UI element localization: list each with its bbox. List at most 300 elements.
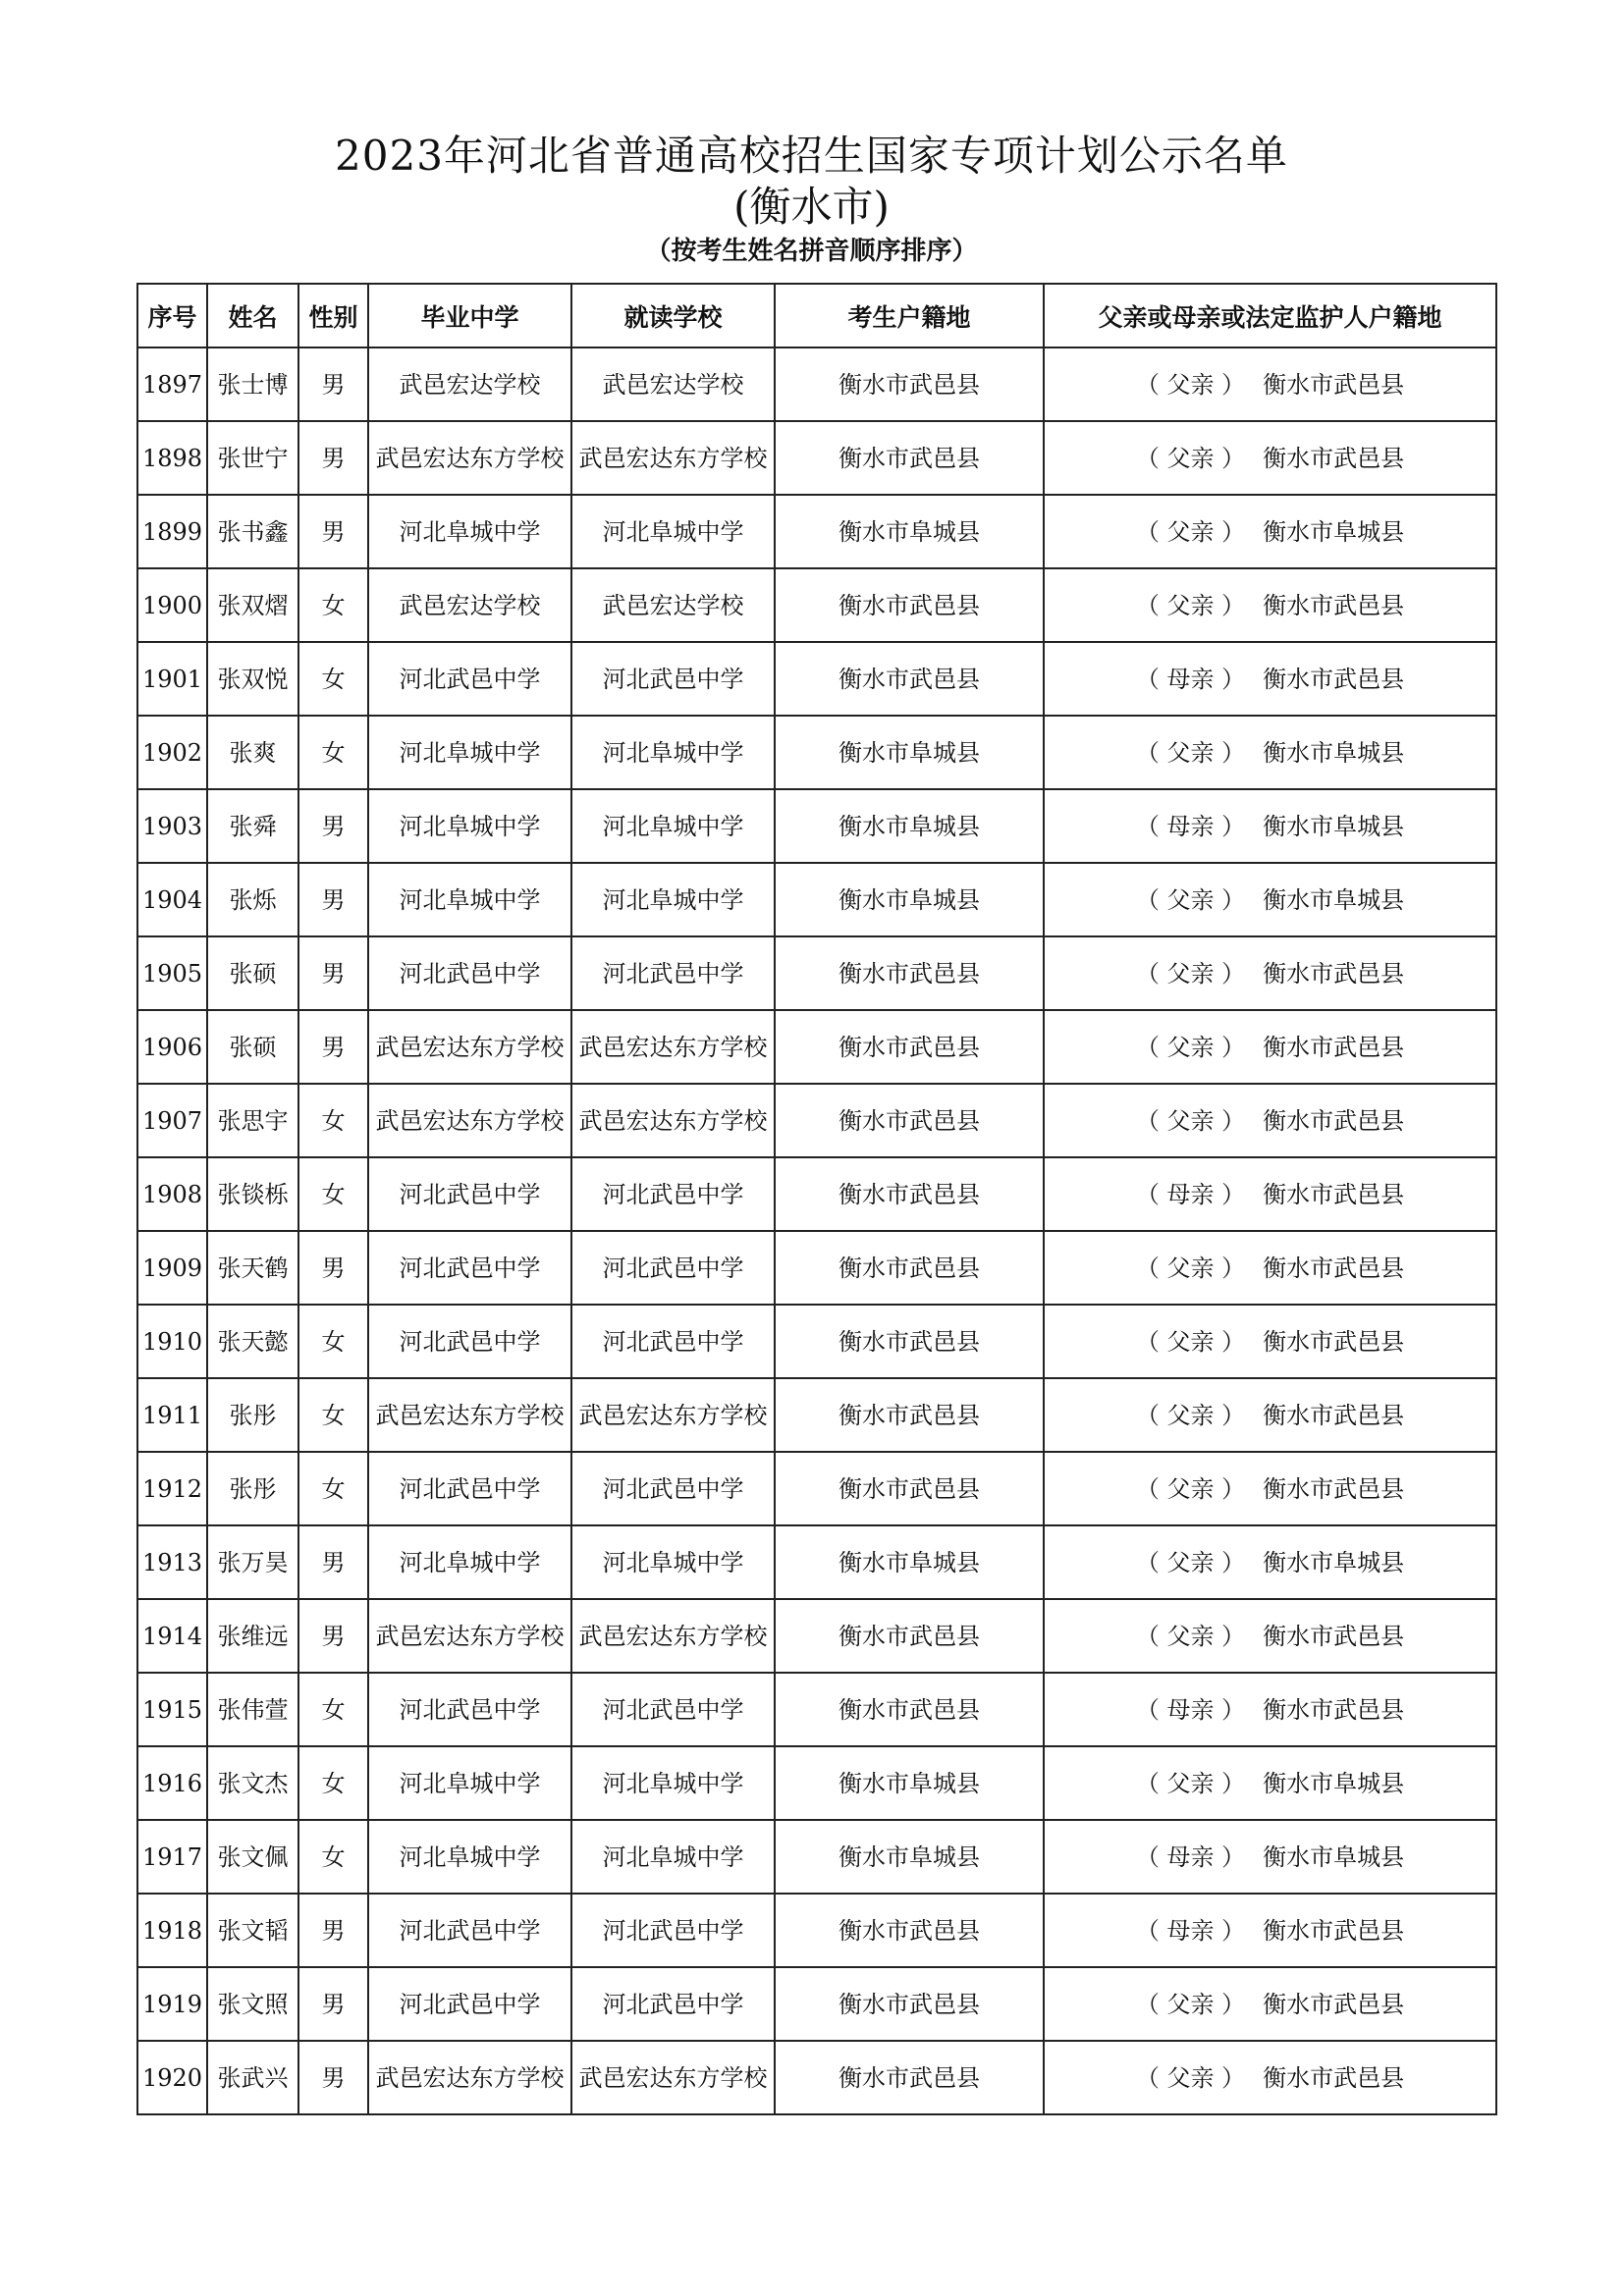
table-row	[137, 1746, 1496, 1820]
cell-guardian-hukou	[1044, 1231, 1496, 1305]
guardian-place: 衡水市武邑县	[1263, 1327, 1405, 1356]
guardian-place: 衡水市武邑县	[1263, 1401, 1405, 1429]
guardian-type: 父亲	[1166, 1327, 1215, 1356]
close-paren: ）	[1221, 665, 1246, 693]
guardian-type: 父亲	[1166, 738, 1215, 767]
cell-current-school: 武邑宏达学校	[571, 347, 775, 421]
guardian-type: 母亲	[1166, 1180, 1215, 1208]
cell-name: 张文照	[207, 1967, 298, 2041]
cell-no: 1906	[137, 1010, 207, 1084]
cell-gender: 女	[298, 1084, 368, 1157]
guardian-place: 衡水市武邑县	[1263, 1106, 1405, 1135]
cell-gender: 女	[298, 1157, 368, 1231]
cell-no: 1902	[137, 716, 207, 789]
guardian-type: 父亲	[1166, 591, 1215, 619]
guardian-place: 衡水市武邑县	[1263, 1254, 1405, 1282]
cell-hukou: 衡水市武邑县	[775, 347, 1044, 421]
guardian-type: 父亲	[1166, 1474, 1215, 1503]
cell-guardian-hukou	[1044, 863, 1496, 936]
cell-hukou: 衡水市武邑县	[775, 1231, 1044, 1305]
cell-current-school: 武邑宏达东方学校	[571, 2041, 775, 2114]
cell-grad-school: 河北阜城中学	[368, 789, 571, 863]
cell-no: 1911	[137, 1378, 207, 1452]
close-paren: ）	[1221, 591, 1246, 619]
cell-grad-school: 河北武邑中学	[368, 1894, 571, 1967]
close-paren: ）	[1221, 1695, 1246, 1724]
open-paren: （	[1135, 1033, 1160, 1061]
cell-gender: 男	[298, 1967, 368, 2041]
cell-name: 张天鹤	[207, 1231, 298, 1305]
cell-grad-school: 武邑宏达学校	[368, 568, 571, 642]
cell-grad-school: 河北武邑中学	[368, 936, 571, 1010]
cell-name: 张文韬	[207, 1894, 298, 1967]
close-paren: ）	[1221, 1916, 1246, 1945]
guardian-type: 父亲	[1166, 1622, 1215, 1650]
open-paren: （	[1135, 738, 1160, 767]
cell-no: 1900	[137, 568, 207, 642]
guardian-place: 衡水市武邑县	[1263, 1033, 1405, 1061]
table-row	[137, 1673, 1496, 1746]
cell-hukou: 衡水市武邑县	[775, 1673, 1044, 1746]
cell-name: 张舜	[207, 789, 298, 863]
cell-hukou: 衡水市阜城县	[775, 789, 1044, 863]
open-paren: （	[1135, 1769, 1160, 1797]
guardian-place: 衡水市武邑县	[1263, 1622, 1405, 1650]
open-paren: （	[1135, 1180, 1160, 1208]
cell-hukou: 衡水市阜城县	[775, 1525, 1044, 1599]
open-paren: （	[1135, 1916, 1160, 1945]
cell-gender: 女	[298, 1820, 368, 1894]
table-row	[137, 1599, 1496, 1673]
cell-current-school: 武邑宏达东方学校	[571, 1599, 775, 1673]
guardian-place: 衡水市阜城县	[1263, 1769, 1405, 1797]
open-paren: （	[1135, 591, 1160, 619]
open-paren: （	[1135, 1622, 1160, 1650]
cell-name: 张双熠	[207, 568, 298, 642]
cell-guardian-hukou	[1044, 1525, 1496, 1599]
cell-name: 张武兴	[207, 2041, 298, 2114]
cell-grad-school: 河北阜城中学	[368, 716, 571, 789]
cell-gender: 男	[298, 936, 368, 1010]
cell-guardian-hukou	[1044, 642, 1496, 716]
cell-grad-school: 武邑宏达东方学校	[368, 2041, 571, 2114]
guardian-place: 衡水市武邑县	[1263, 591, 1405, 619]
cell-gender: 男	[298, 421, 368, 495]
cell-gender: 女	[298, 1673, 368, 1746]
close-paren: ）	[1221, 1769, 1246, 1797]
guardian-type: 父亲	[1166, 1990, 1215, 2018]
cell-name: 张世宁	[207, 421, 298, 495]
table-row	[137, 1452, 1496, 1525]
cell-hukou: 衡水市武邑县	[775, 1378, 1044, 1452]
cell-grad-school: 河北阜城中学	[368, 495, 571, 568]
cell-grad-school: 武邑宏达东方学校	[368, 1084, 571, 1157]
cell-name: 张爽	[207, 716, 298, 789]
cell-grad-school: 武邑宏达东方学校	[368, 1378, 571, 1452]
header-grad-school: 毕业中学	[368, 284, 571, 347]
cell-name: 张伟萱	[207, 1673, 298, 1746]
cell-no: 1903	[137, 789, 207, 863]
cell-no: 1919	[137, 1967, 207, 2041]
cell-no: 1904	[137, 863, 207, 936]
guardian-place: 衡水市武邑县	[1263, 370, 1405, 399]
close-paren: ）	[1221, 738, 1246, 767]
guardian-place: 衡水市武邑县	[1263, 2063, 1405, 2092]
cell-no: 1899	[137, 495, 207, 568]
cell-gender: 男	[298, 1010, 368, 1084]
guardian-place: 衡水市阜城县	[1263, 885, 1405, 914]
cell-hukou: 衡水市武邑县	[775, 2041, 1044, 2114]
table-row	[137, 495, 1496, 568]
guardian-type: 母亲	[1166, 1916, 1215, 1945]
close-paren: ）	[1221, 885, 1246, 914]
guardian-place: 衡水市武邑县	[1263, 1180, 1405, 1208]
guardian-place: 衡水市阜城县	[1263, 812, 1405, 840]
close-paren: ）	[1221, 517, 1246, 546]
cell-current-school: 河北阜城中学	[571, 1746, 775, 1820]
cell-gender: 女	[298, 716, 368, 789]
cell-name: 张双悦	[207, 642, 298, 716]
open-paren: （	[1135, 370, 1160, 399]
candidate-table	[136, 283, 1497, 2115]
cell-current-school: 河北阜城中学	[571, 1525, 775, 1599]
cell-name: 张文佩	[207, 1820, 298, 1894]
cell-name: 张维远	[207, 1599, 298, 1673]
close-paren: ）	[1221, 812, 1246, 840]
header-hukou: 考生户籍地	[775, 284, 1044, 347]
close-paren: ）	[1221, 370, 1246, 399]
header-name: 姓名	[207, 284, 298, 347]
cell-name: 张书鑫	[207, 495, 298, 568]
cell-grad-school: 河北阜城中学	[368, 1525, 571, 1599]
open-paren: （	[1135, 1327, 1160, 1356]
table-row	[137, 2041, 1496, 2114]
cell-grad-school: 河北武邑中学	[368, 1157, 571, 1231]
cell-current-school: 武邑宏达学校	[571, 568, 775, 642]
cell-gender: 男	[298, 863, 368, 936]
cell-guardian-hukou	[1044, 716, 1496, 789]
guardian-type: 父亲	[1166, 885, 1215, 914]
page-title: 2023年河北省普通高校招生国家专项计划公示名单	[335, 132, 1288, 180]
guardian-type: 父亲	[1166, 370, 1215, 399]
close-paren: ）	[1221, 1548, 1246, 1576]
cell-guardian-hukou	[1044, 1673, 1496, 1746]
table-row	[137, 1894, 1496, 1967]
cell-no: 1898	[137, 421, 207, 495]
open-paren: （	[1135, 444, 1160, 472]
close-paren: ）	[1221, 1990, 1246, 2018]
cell-grad-school: 河北武邑中学	[368, 642, 571, 716]
cell-gender: 女	[298, 1305, 368, 1378]
cell-hukou: 衡水市武邑县	[775, 1084, 1044, 1157]
close-paren: ）	[1221, 1254, 1246, 1282]
cell-name: 张天懿	[207, 1305, 298, 1378]
cell-current-school: 河北武邑中学	[571, 1673, 775, 1746]
cell-no: 1915	[137, 1673, 207, 1746]
guardian-place: 衡水市阜城县	[1263, 1842, 1405, 1871]
cell-gender: 男	[298, 789, 368, 863]
cell-guardian-hukou	[1044, 1010, 1496, 1084]
guardian-type: 母亲	[1166, 1695, 1215, 1724]
cell-hukou: 衡水市武邑县	[775, 1305, 1044, 1378]
cell-current-school: 武邑宏达东方学校	[571, 421, 775, 495]
open-paren: （	[1135, 1474, 1160, 1503]
cell-hukou: 衡水市阜城县	[775, 1746, 1044, 1820]
cell-no: 1910	[137, 1305, 207, 1378]
open-paren: （	[1135, 665, 1160, 693]
cell-name: 张硕	[207, 1010, 298, 1084]
cell-no: 1909	[137, 1231, 207, 1305]
cell-no: 1917	[137, 1820, 207, 1894]
guardian-type: 父亲	[1166, 1401, 1215, 1429]
table-row	[137, 347, 1496, 421]
header-current-school: 就读学校	[571, 284, 775, 347]
table-row	[137, 1305, 1496, 1378]
cell-gender: 男	[298, 2041, 368, 2114]
cell-grad-school: 河北武邑中学	[368, 1305, 571, 1378]
guardian-place: 衡水市阜城县	[1263, 1548, 1405, 1576]
cell-current-school: 河北武邑中学	[571, 1305, 775, 1378]
cell-guardian-hukou	[1044, 1967, 1496, 2041]
cell-name: 张硕	[207, 936, 298, 1010]
cell-gender: 女	[298, 642, 368, 716]
cell-grad-school: 河北武邑中学	[368, 1673, 571, 1746]
table-row	[137, 1525, 1496, 1599]
guardian-type: 父亲	[1166, 2063, 1215, 2092]
table-row	[137, 642, 1496, 716]
cell-gender: 女	[298, 1452, 368, 1525]
document-header	[0, 130, 1623, 271]
cell-hukou: 衡水市武邑县	[775, 642, 1044, 716]
cell-guardian-hukou	[1044, 1084, 1496, 1157]
header-no: 序号	[137, 284, 207, 347]
open-paren: （	[1135, 1548, 1160, 1576]
close-paren: ）	[1221, 2063, 1246, 2092]
cell-hukou: 衡水市阜城县	[775, 1820, 1044, 1894]
guardian-place: 衡水市武邑县	[1263, 444, 1405, 472]
header-guardian-hukou: 父亲或母亲或法定监护人户籍地	[1044, 284, 1496, 347]
open-paren: （	[1135, 1401, 1160, 1429]
header-row	[137, 284, 1496, 347]
close-paren: ）	[1221, 1622, 1246, 1650]
cell-current-school: 河北武邑中学	[571, 1967, 775, 2041]
cell-no: 1912	[137, 1452, 207, 1525]
cell-name: 张烁	[207, 863, 298, 936]
cell-guardian-hukou	[1044, 1746, 1496, 1820]
cell-hukou: 衡水市武邑县	[775, 1894, 1044, 1967]
page-subtitle: (衡水市)	[733, 183, 890, 231]
cell-grad-school: 河北阜城中学	[368, 863, 571, 936]
cell-guardian-hukou	[1044, 1894, 1496, 1967]
table-row	[137, 936, 1496, 1010]
table-row	[137, 789, 1496, 863]
open-paren: （	[1135, 1990, 1160, 2018]
sort-note: （按考生姓名拼音顺序排序）	[645, 237, 978, 266]
cell-hukou: 衡水市武邑县	[775, 421, 1044, 495]
cell-name: 张彤	[207, 1452, 298, 1525]
cell-current-school: 河北武邑中学	[571, 1452, 775, 1525]
guardian-type: 父亲	[1166, 1033, 1215, 1061]
cell-guardian-hukou	[1044, 1599, 1496, 1673]
cell-guardian-hukou	[1044, 1378, 1496, 1452]
cell-no: 1914	[137, 1599, 207, 1673]
cell-name: 张彤	[207, 1378, 298, 1452]
cell-hukou: 衡水市武邑县	[775, 1452, 1044, 1525]
cell-guardian-hukou	[1044, 347, 1496, 421]
cell-no: 1918	[137, 1894, 207, 1967]
guardian-type: 父亲	[1166, 959, 1215, 988]
close-paren: ）	[1221, 1401, 1246, 1429]
close-paren: ）	[1221, 1106, 1246, 1135]
close-paren: ）	[1221, 1180, 1246, 1208]
cell-guardian-hukou	[1044, 1305, 1496, 1378]
open-paren: （	[1135, 1254, 1160, 1282]
cell-guardian-hukou	[1044, 495, 1496, 568]
cell-current-school: 河北武邑中学	[571, 1231, 775, 1305]
cell-gender: 男	[298, 495, 368, 568]
cell-no: 1901	[137, 642, 207, 716]
table-body	[137, 347, 1496, 2114]
cell-gender: 男	[298, 1525, 368, 1599]
close-paren: ）	[1221, 444, 1246, 472]
open-paren: （	[1135, 1842, 1160, 1871]
header-gender: 性别	[298, 284, 368, 347]
cell-no: 1907	[137, 1084, 207, 1157]
cell-current-school: 河北武邑中学	[571, 642, 775, 716]
cell-no: 1897	[137, 347, 207, 421]
cell-guardian-hukou	[1044, 1452, 1496, 1525]
table-row	[137, 863, 1496, 936]
cell-no: 1920	[137, 2041, 207, 2114]
cell-guardian-hukou	[1044, 1820, 1496, 1894]
guardian-type: 母亲	[1166, 812, 1215, 840]
cell-hukou: 衡水市武邑县	[775, 568, 1044, 642]
guardian-place: 衡水市武邑县	[1263, 1916, 1405, 1945]
cell-name: 张锬栎	[207, 1157, 298, 1231]
table-row	[137, 568, 1496, 642]
table-row	[137, 1378, 1496, 1452]
open-paren: （	[1135, 812, 1160, 840]
guardian-type: 父亲	[1166, 1548, 1215, 1576]
cell-grad-school: 河北阜城中学	[368, 1746, 571, 1820]
cell-gender: 男	[298, 347, 368, 421]
open-paren: （	[1135, 1695, 1160, 1724]
cell-current-school: 武邑宏达东方学校	[571, 1084, 775, 1157]
guardian-type: 父亲	[1166, 517, 1215, 546]
cell-hukou: 衡水市阜城县	[775, 863, 1044, 936]
cell-grad-school: 武邑宏达东方学校	[368, 421, 571, 495]
table-row	[137, 421, 1496, 495]
close-paren: ）	[1221, 1842, 1246, 1871]
open-paren: （	[1135, 885, 1160, 914]
cell-hukou: 衡水市武邑县	[775, 1010, 1044, 1084]
cell-guardian-hukou	[1044, 2041, 1496, 2114]
open-paren: （	[1135, 517, 1160, 546]
cell-grad-school: 武邑宏达学校	[368, 347, 571, 421]
guardian-type: 父亲	[1166, 1769, 1215, 1797]
open-paren: （	[1135, 959, 1160, 988]
cell-name: 张思宇	[207, 1084, 298, 1157]
cell-name: 张万昊	[207, 1525, 298, 1599]
table-row	[137, 1010, 1496, 1084]
cell-current-school: 河北阜城中学	[571, 1820, 775, 1894]
guardian-type: 母亲	[1166, 1842, 1215, 1871]
cell-hukou: 衡水市武邑县	[775, 1967, 1044, 2041]
table-row	[137, 1231, 1496, 1305]
cell-current-school: 武邑宏达东方学校	[571, 1378, 775, 1452]
cell-guardian-hukou	[1044, 936, 1496, 1010]
cell-gender: 男	[298, 1599, 368, 1673]
open-paren: （	[1135, 2063, 1160, 2092]
cell-guardian-hukou	[1044, 1157, 1496, 1231]
cell-current-school: 河北武邑中学	[571, 936, 775, 1010]
close-paren: ）	[1221, 1327, 1246, 1356]
cell-current-school: 武邑宏达东方学校	[571, 1010, 775, 1084]
guardian-type: 母亲	[1166, 665, 1215, 693]
cell-name: 张文杰	[207, 1746, 298, 1820]
cell-gender: 女	[298, 568, 368, 642]
table-row	[137, 1820, 1496, 1894]
table-row	[137, 1967, 1496, 2041]
open-paren: （	[1135, 1106, 1160, 1135]
table-row	[137, 1157, 1496, 1231]
table-header	[137, 284, 1496, 347]
table-row	[137, 716, 1496, 789]
cell-grad-school: 河北阜城中学	[368, 1820, 571, 1894]
cell-gender: 女	[298, 1746, 368, 1820]
cell-name: 张士博	[207, 347, 298, 421]
guardian-place: 衡水市阜城县	[1263, 517, 1405, 546]
cell-guardian-hukou	[1044, 789, 1496, 863]
close-paren: ）	[1221, 1033, 1246, 1061]
cell-grad-school: 武邑宏达东方学校	[368, 1599, 571, 1673]
close-paren: ）	[1221, 1474, 1246, 1503]
cell-guardian-hukou	[1044, 421, 1496, 495]
table-row	[137, 1084, 1496, 1157]
cell-current-school: 河北武邑中学	[571, 1157, 775, 1231]
cell-gender: 男	[298, 1231, 368, 1305]
cell-grad-school: 河北武邑中学	[368, 1452, 571, 1525]
cell-guardian-hukou	[1044, 568, 1496, 642]
cell-hukou: 衡水市武邑县	[775, 1157, 1044, 1231]
cell-grad-school: 河北武邑中学	[368, 1231, 571, 1305]
guardian-place: 衡水市阜城县	[1263, 738, 1405, 767]
cell-hukou: 衡水市阜城县	[775, 716, 1044, 789]
cell-hukou: 衡水市武邑县	[775, 1599, 1044, 1673]
cell-current-school: 河北阜城中学	[571, 789, 775, 863]
cell-current-school: 河北阜城中学	[571, 863, 775, 936]
cell-current-school: 河北武邑中学	[571, 1894, 775, 1967]
guardian-place: 衡水市武邑县	[1263, 1695, 1405, 1724]
guardian-type: 父亲	[1166, 444, 1215, 472]
cell-no: 1908	[137, 1157, 207, 1231]
cell-no: 1905	[137, 936, 207, 1010]
cell-no: 1916	[137, 1746, 207, 1820]
cell-current-school: 河北阜城中学	[571, 495, 775, 568]
cell-hukou: 衡水市阜城县	[775, 495, 1044, 568]
guardian-type: 父亲	[1166, 1106, 1215, 1135]
cell-gender: 女	[298, 1378, 368, 1452]
cell-grad-school: 武邑宏达东方学校	[368, 1010, 571, 1084]
cell-no: 1913	[137, 1525, 207, 1599]
close-paren: ）	[1221, 959, 1246, 988]
guardian-place: 衡水市武邑县	[1263, 665, 1405, 693]
cell-grad-school: 河北武邑中学	[368, 1967, 571, 2041]
guardian-place: 衡水市武邑县	[1263, 959, 1405, 988]
cell-hukou: 衡水市武邑县	[775, 936, 1044, 1010]
guardian-place: 衡水市武邑县	[1263, 1474, 1405, 1503]
cell-gender: 男	[298, 1894, 368, 1967]
